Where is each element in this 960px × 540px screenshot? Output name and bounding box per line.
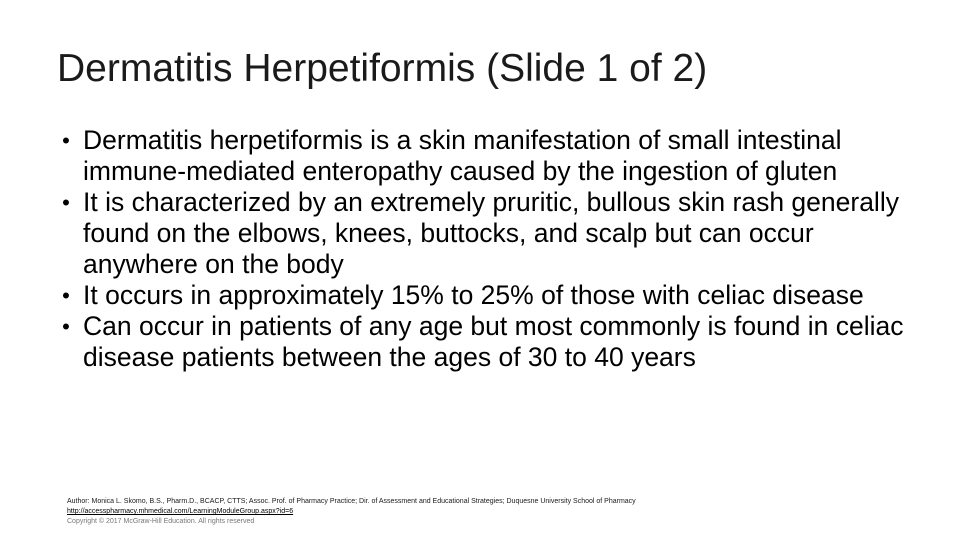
slide-footer (67, 497, 947, 527)
bullet-item (57, 187, 917, 280)
bullet-text: Can occur in patients of any age but most commonly is found in celiac disease patients between the ages of 30 to 40 years (83, 311, 904, 372)
bullet-dot-icon: • (62, 128, 70, 153)
bullet-item (57, 311, 917, 373)
bullet-dot-icon: • (62, 314, 70, 339)
bullet-list (57, 125, 917, 373)
bullet-dot-icon: • (62, 190, 70, 215)
footer-link[interactable]: http://accesspharmacy.mhmedical.com/LearningModuleGroup.aspx?id=6 (67, 508, 294, 515)
slide-title: Dermatitis Herpetiformis (Slide 1 of 2) (57, 47, 708, 90)
bullet-dot-icon: • (62, 283, 70, 308)
bullet-text: Dermatitis herpetiformis is a skin manifestation of small intestinal immune-mediated enteropathy caused by the ingestion of gluten (83, 125, 842, 186)
bullet-text: It occurs in approximately 15% to 25% of those with celiac disease (83, 280, 864, 310)
footer-author: Author: Monica L. Skomo, B.S., Pharm.D., BCACP, CTTS; Assoc. Prof. of Pharmacy Practice; Dir. of Assessment and Educational Strategies; Duquesne University School of Pharmacy (67, 498, 636, 505)
bullet-item (57, 125, 917, 187)
bullet-item (57, 280, 917, 311)
bullet-text: It is characterized by an extremely pruritic, bullous skin rash generally found on the elbows, knees, buttocks, and scalp but can occur anywhere on the body (83, 187, 899, 279)
footer-copyright: Copyright © 2017 McGraw-Hill Education. All rights reserved (67, 518, 255, 525)
